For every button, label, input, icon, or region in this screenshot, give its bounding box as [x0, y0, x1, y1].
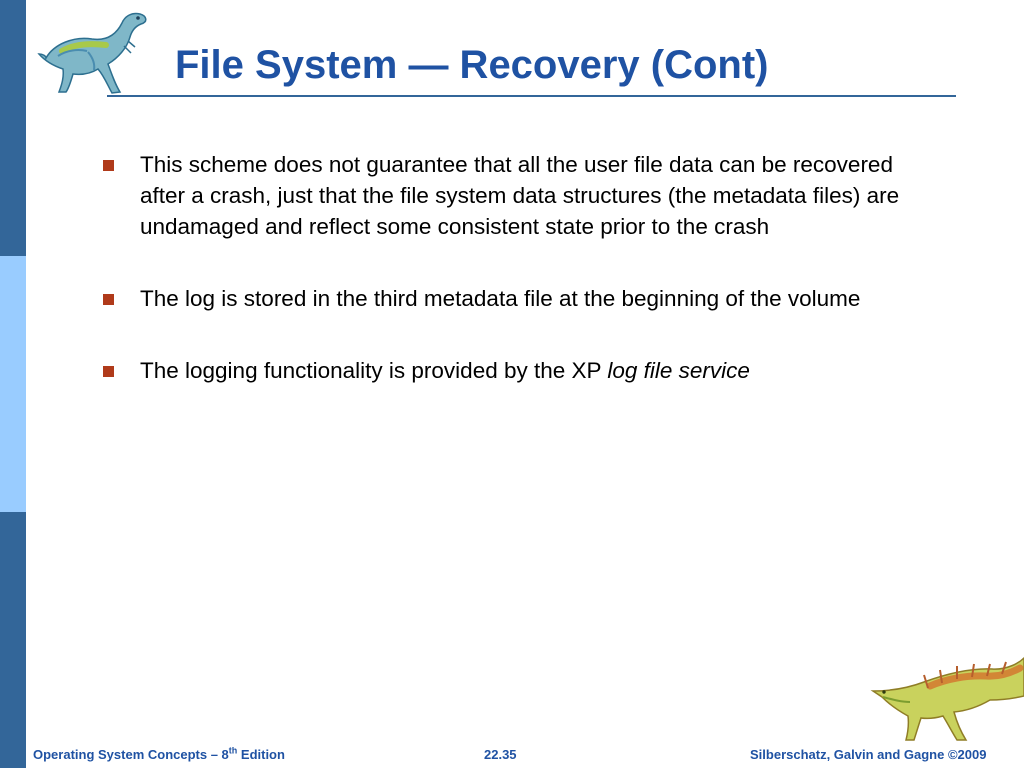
bullet-item [102, 283, 902, 314]
sidebar-segment-middle [0, 256, 26, 512]
title-divider [107, 95, 956, 97]
sidebar-segment-bottom [0, 512, 26, 768]
footer-book-title: Operating System Concepts – 8th Edition [33, 745, 285, 762]
bullet-item [102, 149, 902, 242]
footer-authors: Silberschatz, Galvin and Gagne ©2009 [750, 747, 987, 762]
dinosaur-logo-icon [866, 652, 1024, 744]
bullet-text: This scheme does not guarantee that all the user file data can be recovered after a crash, just that the file system data structures (the metadata files) are undamaged and reflect some consistent state prior to the crash [140, 152, 900, 239]
footer-slide-number: 22.35 [484, 747, 517, 762]
square-bullet-icon [103, 160, 114, 171]
bullet-list [102, 149, 902, 427]
bullet-text: The logging functionality is provided by the XP [140, 358, 608, 383]
dinosaur-logo-icon [34, 8, 158, 96]
square-bullet-icon [103, 294, 114, 305]
left-color-bar [0, 0, 26, 768]
bullet-text: The log is stored in the third metadata file at the beginning of the volume [140, 286, 861, 311]
bullet-item [102, 355, 902, 386]
bullet-italic-text: log file service [607, 358, 750, 383]
sidebar-segment-top [0, 0, 26, 256]
square-bullet-icon [103, 366, 114, 377]
slide-title: File System — Recovery (Cont) [175, 43, 769, 87]
